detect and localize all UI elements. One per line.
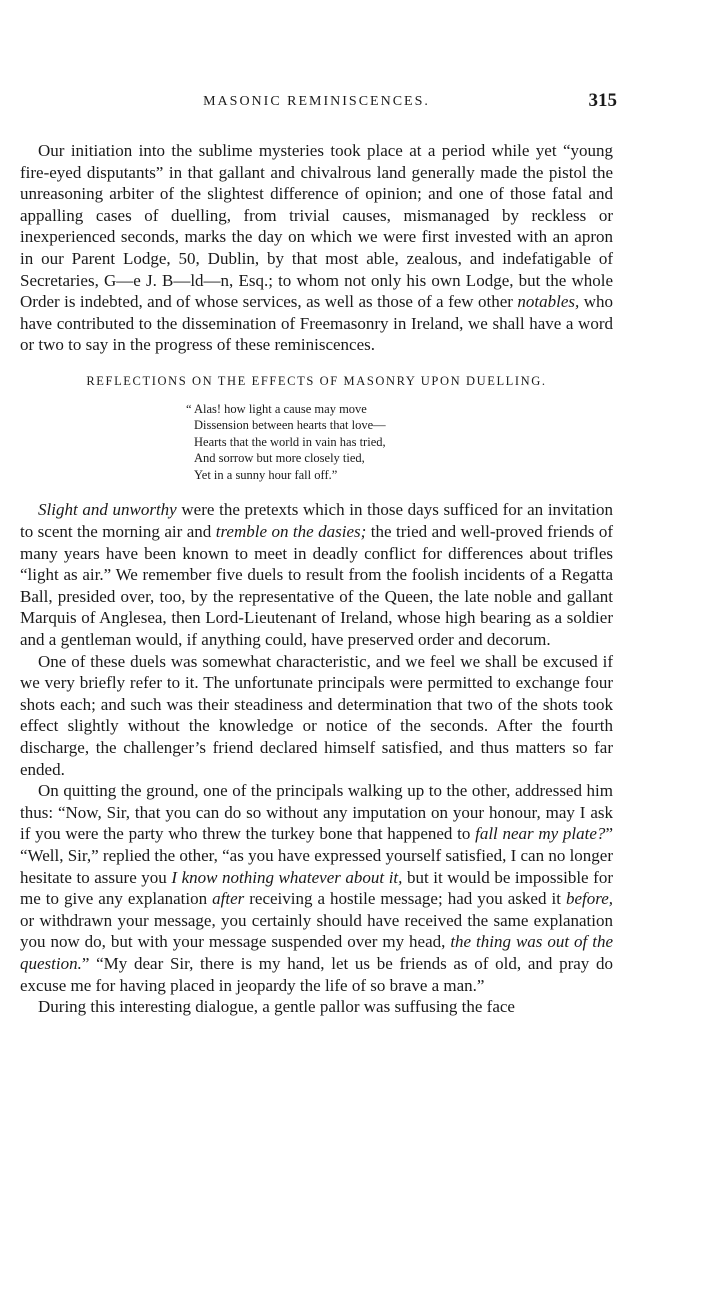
page-body	[20, 140, 613, 1018]
paragraph-text: or withdrawn your message, you certainly should have received the same explanation you now do, but with your message suspended over my head,	[20, 910, 613, 952]
paragraph-1-end: who have contributed to the dissemination of Freemasonry in Ireland, we shall have a word or two to say in the progress of these reminiscences.	[20, 292, 614, 355]
emphasis: Slight and unworthy	[38, 500, 177, 520]
running-head	[20, 90, 617, 116]
emphasis: tremble on the dasies;	[215, 522, 367, 542]
paragraph-1	[20, 140, 613, 356]
verse-quotation	[186, 401, 613, 484]
verse-line: Yet in a sunny hour fall off.”	[194, 467, 338, 482]
paragraph-text: ” “Well, Sir,” replied the other, “as you have expressed yourself satisfied, I can no longer hesitate to assure you	[20, 824, 614, 887]
paragraph-text: On quitting the ground, one of the principals walking up to the other, addressed him thus: “Now, Sir, that you can do so without any imputation on your honour, may I ask if you were the party who threw the turkey bone that happened to	[20, 781, 613, 844]
page-number: 315	[588, 90, 617, 111]
paragraph-2	[20, 499, 613, 650]
running-title: MASONIC REMINISCENCES.	[203, 94, 430, 109]
emphasis: I know nothing whatever about it,	[171, 867, 403, 887]
verse-line: And sorrow but more closely tied,	[194, 451, 365, 466]
paragraph-1-text: Our initiation into the sublime mysteries took place at a period while yet “young fire-eyed disputants” in that gallant and chivalrous land generally made the pistol the unreasoning arbiter of the slightest difference of opinion; and one of those fatal and appalling cases of duelling, from trivial causes, mismanaged by reckless or inexperienced seconds, marks the day on which we were first invested with an apron in our Parent Lodge, 50, Dublin, by that most able, zealous, and indefatigable of Secretaries, G—e J. B—ld—n, Esq.; to whom not only his own Lodge, but the whole Order is indebted, and of whose services, as well as those of a few other	[20, 141, 613, 312]
paragraph-text: were the pretexts which in those days sufficed for an invitation to scent the morning air and	[20, 500, 613, 542]
emphasis: the thing was out of the question.	[20, 932, 613, 973]
paragraph-text: the tried and well-proved friends of many years have been known to meet in deadly conflict for differences about trifles “light as air.” We remember five duels to result from the foolish incidents of a Regatta Ball, presided over, too, by the representative of the Queen, the late noble and gallant Marquis of Anglesea, then Lord-Lieutenant of Ireland, whose high bearing as a soldier and a gentleman would, if anything could, have preserved order and decorum.	[20, 522, 613, 649]
paragraph-text: receiving a hostile message; had you asked it	[244, 889, 566, 909]
paragraph-3: One of these duels was somewhat characteristic, and we feel we shall be excused if we very briefly refer to it. The unfortunate principals were permitted to exchange four shots each; and such was their steadiness and determination that two of the shots took effect slightly without the knowledge or notice of the seconds. After the fourth discharge, the challenger’s friend declared himself satisfied, and thus matters so far ended.	[20, 651, 613, 779]
paragraph-4	[20, 780, 613, 996]
verse-line: Dissension between hearts that love—	[194, 418, 386, 433]
paragraph-5: During this interesting dialogue, a gentle pallor was suffusing the face	[38, 997, 515, 1017]
emphasis: fall near my plate?	[475, 824, 606, 844]
emphasis: after	[212, 889, 245, 909]
paragraph-text: ” “My dear Sir, there is my hand, let us be friends as of old, and pray do excuse me for having placed in jeopardy the life of so brave a man.”	[20, 953, 613, 995]
section-heading: REFLECTIONS ON THE EFFECTS OF MASONRY UPON DUELLING.	[86, 373, 547, 388]
verse-line: Hearts that the world in vain has tried,	[194, 434, 386, 449]
emphasis-notables: notables,	[517, 292, 580, 312]
verse-line: “ Alas! how light a cause may move	[186, 401, 367, 416]
paragraph-text: but it would be impossible for me to give any explanation	[20, 867, 613, 909]
emphasis: before,	[565, 889, 613, 909]
